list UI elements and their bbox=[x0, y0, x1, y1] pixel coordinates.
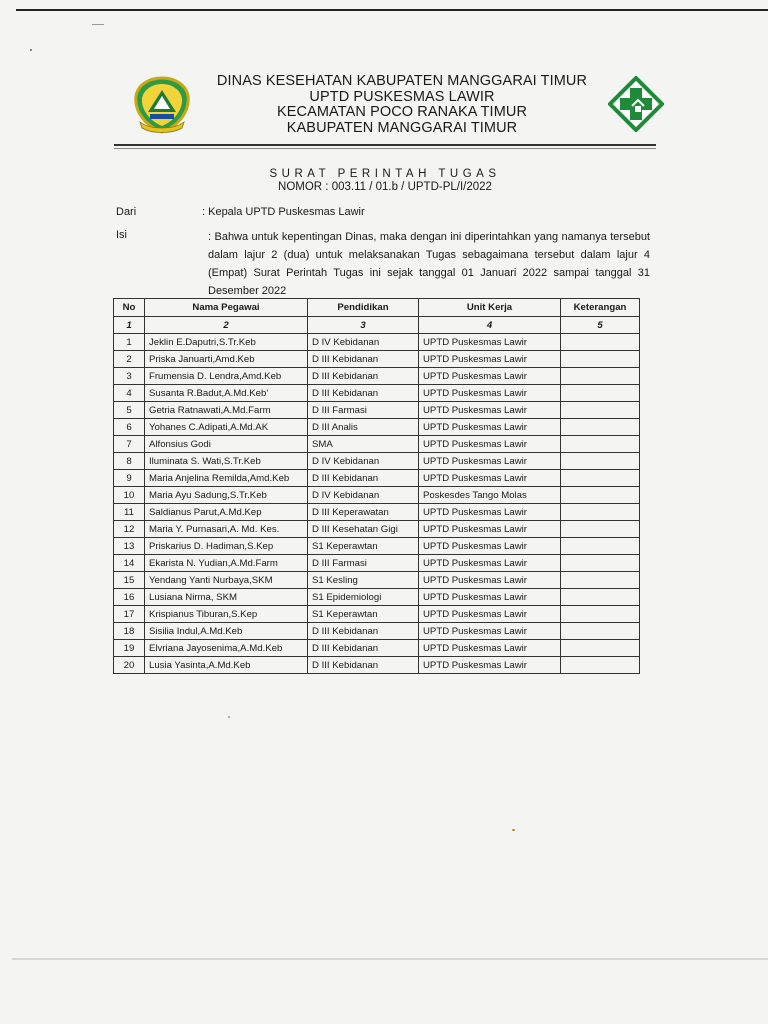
cell-pendidikan: D III Kebidanan bbox=[308, 657, 419, 674]
cell-unit-kerja: Poskesdes Tango Molas bbox=[419, 487, 561, 504]
cell-keterangan bbox=[561, 623, 640, 640]
cell-unit-kerja: UPTD Puskesmas Lawir bbox=[419, 334, 561, 351]
cell-no: 4 bbox=[114, 385, 145, 402]
cell-no: 20 bbox=[114, 657, 145, 674]
cell-no: 7 bbox=[114, 436, 145, 453]
cell-unit-kerja: UPTD Puskesmas Lawir bbox=[419, 436, 561, 453]
cell-pendidikan: S1 Epidemiologi bbox=[308, 589, 419, 606]
cell-nama-pegawai: Ekarista N. Yudian,A.Md.Farm bbox=[145, 555, 308, 572]
table-row bbox=[114, 453, 640, 470]
table-row bbox=[114, 470, 640, 487]
table-row bbox=[114, 504, 640, 521]
cell-keterangan bbox=[561, 436, 640, 453]
scan-speck bbox=[512, 829, 515, 831]
cell-nama-pegawai: Maria Anjelina Remilda,Amd.Keb bbox=[145, 470, 308, 487]
cell-pendidikan: D III Kebidanan bbox=[308, 470, 419, 487]
cell-unit-kerja: UPTD Puskesmas Lawir bbox=[419, 606, 561, 623]
letterhead bbox=[112, 70, 662, 140]
letterhead-line-dinas: DINAS KESEHATAN KABUPATEN MANGGARAI TIMUR bbox=[216, 73, 588, 89]
cell-no: 11 bbox=[114, 504, 145, 521]
header-keterangan: Keterangan bbox=[561, 299, 640, 317]
dari-value: : Kepala UPTD Puskesmas Lawir bbox=[202, 206, 365, 218]
cell-unit-kerja: UPTD Puskesmas Lawir bbox=[419, 623, 561, 640]
cell-unit-kerja: UPTD Puskesmas Lawir bbox=[419, 504, 561, 521]
table-row bbox=[114, 572, 640, 589]
regency-coat-of-arms-icon bbox=[132, 76, 192, 134]
table-header-row bbox=[114, 299, 640, 317]
dari-label: Dari bbox=[116, 206, 137, 218]
cell-no: 12 bbox=[114, 521, 145, 538]
cell-unit-kerja: UPTD Puskesmas Lawir bbox=[419, 555, 561, 572]
cell-no: 17 bbox=[114, 606, 145, 623]
cell-keterangan bbox=[561, 334, 640, 351]
cell-nama-pegawai: Maria Ayu Sadung,S.Tr.Keb bbox=[145, 487, 308, 504]
cell-no: 14 bbox=[114, 555, 145, 572]
column-number: 2 bbox=[145, 317, 308, 334]
cell-unit-kerja: UPTD Puskesmas Lawir bbox=[419, 402, 561, 419]
table-row bbox=[114, 538, 640, 555]
cell-keterangan bbox=[561, 453, 640, 470]
cell-keterangan bbox=[561, 555, 640, 572]
header-no: No bbox=[114, 299, 145, 317]
cell-keterangan bbox=[561, 657, 640, 674]
cell-no: 10 bbox=[114, 487, 145, 504]
document-number: NOMOR : 003.11 / 01.b / UPTD-PL/I/2022 bbox=[278, 181, 492, 193]
cell-nama-pegawai: Lusia Yasinta,A.Md.Keb bbox=[145, 657, 308, 674]
column-number: 5 bbox=[561, 317, 640, 334]
cell-keterangan bbox=[561, 368, 640, 385]
cell-nama-pegawai: Sisilia Indul,A.Md.Keb bbox=[145, 623, 308, 640]
cell-pendidikan: D IV Kebidanan bbox=[308, 487, 419, 504]
cell-keterangan bbox=[561, 606, 640, 623]
cell-unit-kerja: UPTD Puskesmas Lawir bbox=[419, 521, 561, 538]
cell-unit-kerja: UPTD Puskesmas Lawir bbox=[419, 538, 561, 555]
cell-keterangan bbox=[561, 538, 640, 555]
table-row bbox=[114, 657, 640, 674]
cell-no: 16 bbox=[114, 589, 145, 606]
cell-no: 6 bbox=[114, 419, 145, 436]
cell-no: 8 bbox=[114, 453, 145, 470]
cell-no: 1 bbox=[114, 334, 145, 351]
isi-text: : Bahwa untuk kepentingan Dinas, maka dengan ini diperintahkan yang namanya tersebut dalam lajur 2 (dua) untuk melaksanakan Tugas sebagaimana tersebut dalam lajur 4 (Empat) Surat Perintah Tugas ini sejak tanggal 01 Januari 2022 sampai tanggal 31 Desember 2022 bbox=[208, 231, 650, 297]
scan-speck bbox=[228, 716, 230, 718]
cell-nama-pegawai: Susanta R.Badut,A.Md.Keb' bbox=[145, 385, 308, 402]
cell-unit-kerja: UPTD Puskesmas Lawir bbox=[419, 589, 561, 606]
cell-no: 13 bbox=[114, 538, 145, 555]
cell-pendidikan: S1 Kesling bbox=[308, 572, 419, 589]
cell-nama-pegawai: Yendang Yanti Nurbaya,SKM bbox=[145, 572, 308, 589]
cell-no: 5 bbox=[114, 402, 145, 419]
table-row bbox=[114, 436, 640, 453]
document-title-block bbox=[112, 168, 658, 194]
employee-table bbox=[113, 298, 640, 674]
letterhead-line-puskesmas: UPTD PUSKESMAS LAWIR bbox=[309, 88, 495, 105]
scan-edge-line bbox=[16, 9, 768, 11]
cell-keterangan bbox=[561, 487, 640, 504]
cell-pendidikan: D III Kebidanan bbox=[308, 623, 419, 640]
table-row bbox=[114, 419, 640, 436]
table-row bbox=[114, 368, 640, 385]
table-row bbox=[114, 385, 640, 402]
cell-pendidikan: D III Keperawatan bbox=[308, 504, 419, 521]
cell-pendidikan: D IV Kebidanan bbox=[308, 334, 419, 351]
header-pendidikan: Pendidikan bbox=[308, 299, 419, 317]
cell-unit-kerja: UPTD Puskesmas Lawir bbox=[419, 572, 561, 589]
cell-no: 15 bbox=[114, 572, 145, 589]
column-number: 1 bbox=[114, 317, 145, 334]
cell-nama-pegawai: Lusiana Nirma, SKM bbox=[145, 589, 308, 606]
cell-unit-kerja: UPTD Puskesmas Lawir bbox=[419, 368, 561, 385]
scan-speck bbox=[92, 24, 104, 25]
letterhead-line-kecamatan: KECAMATAN POCO RANAKA TIMUR bbox=[276, 104, 528, 120]
cell-no: 19 bbox=[114, 640, 145, 657]
cell-nama-pegawai: Priska Januarti,Amd.Keb bbox=[145, 351, 308, 368]
cell-unit-kerja: UPTD Puskesmas Lawir bbox=[419, 470, 561, 487]
cell-pendidikan: D III Kebidanan bbox=[308, 385, 419, 402]
cell-nama-pegawai: Jeklin E.Daputri,S.Tr.Keb bbox=[145, 334, 308, 351]
letterhead-text bbox=[192, 74, 612, 136]
table-row bbox=[114, 623, 640, 640]
cell-no: 2 bbox=[114, 351, 145, 368]
cell-no: 18 bbox=[114, 623, 145, 640]
cell-unit-kerja: UPTD Puskesmas Lawir bbox=[419, 453, 561, 470]
column-number: 4 bbox=[419, 317, 561, 334]
cell-pendidikan: D III Kebidanan bbox=[308, 368, 419, 385]
header-nama-pegawai: Nama Pegawai bbox=[145, 299, 308, 317]
table-row bbox=[114, 521, 640, 538]
scan-speck bbox=[30, 49, 32, 51]
scan-bottom-edge bbox=[12, 958, 768, 960]
table-row bbox=[114, 334, 640, 351]
cell-keterangan bbox=[561, 640, 640, 657]
cell-pendidikan: D III Kesehatan Gigi bbox=[308, 521, 419, 538]
table-row bbox=[114, 640, 640, 657]
table-row bbox=[114, 351, 640, 368]
column-number-row bbox=[114, 317, 640, 334]
table-row bbox=[114, 402, 640, 419]
cell-keterangan bbox=[561, 589, 640, 606]
cell-nama-pegawai: Yohanes C.Adipati,A.Md.AK bbox=[145, 419, 308, 436]
cell-unit-kerja: UPTD Puskesmas Lawir bbox=[419, 385, 561, 402]
cell-nama-pegawai: Saldianus Parut,A.Md.Kep bbox=[145, 504, 308, 521]
document-title: SURAT PERINTAH TUGAS bbox=[269, 168, 501, 180]
cell-nama-pegawai: Iluminata S. Wati,S.Tr.Keb bbox=[145, 453, 308, 470]
table-row bbox=[114, 555, 640, 572]
cell-unit-kerja: UPTD Puskesmas Lawir bbox=[419, 351, 561, 368]
cell-pendidikan: D IV Kebidanan bbox=[308, 453, 419, 470]
cell-pendidikan: D III Farmasi bbox=[308, 402, 419, 419]
cell-keterangan bbox=[561, 402, 640, 419]
cell-pendidikan: D III Analis bbox=[308, 419, 419, 436]
table-row bbox=[114, 487, 640, 504]
column-number: 3 bbox=[308, 317, 419, 334]
cell-nama-pegawai: Getria Ratnawati,A.Md.Farm bbox=[145, 402, 308, 419]
cell-pendidikan: S1 Keperawtan bbox=[308, 606, 419, 623]
cell-keterangan bbox=[561, 572, 640, 589]
cell-pendidikan: D III Kebidanan bbox=[308, 351, 419, 368]
cell-unit-kerja: UPTD Puskesmas Lawir bbox=[419, 657, 561, 674]
cell-nama-pegawai: Krispianus Tiburan,S.Kep bbox=[145, 606, 308, 623]
cell-pendidikan: D III Farmasi bbox=[308, 555, 419, 572]
cell-unit-kerja: UPTD Puskesmas Lawir bbox=[419, 419, 561, 436]
puskesmas-cross-icon bbox=[608, 76, 664, 132]
cell-nama-pegawai: Alfonsius Godi bbox=[145, 436, 308, 453]
cell-nama-pegawai: Maria Y. Purnasari,A. Md. Kes. bbox=[145, 521, 308, 538]
header-unit-kerja: Unit Kerja bbox=[419, 299, 561, 317]
cell-keterangan bbox=[561, 504, 640, 521]
letterhead-divider bbox=[114, 144, 656, 146]
letterhead-line-kabupaten: KABUPATEN MANGGARAI TIMUR bbox=[286, 119, 518, 136]
cell-nama-pegawai: Priskarius D. Hadiman,S.Kep bbox=[145, 538, 308, 555]
letterhead-divider-thin bbox=[114, 148, 656, 149]
cell-nama-pegawai: Elvriana Jayosenima,A.Md.Keb bbox=[145, 640, 308, 657]
cell-keterangan bbox=[561, 419, 640, 436]
cell-no: 9 bbox=[114, 470, 145, 487]
cell-keterangan bbox=[561, 385, 640, 402]
cell-no: 3 bbox=[114, 368, 145, 385]
cell-keterangan bbox=[561, 351, 640, 368]
cell-keterangan bbox=[561, 470, 640, 487]
cell-nama-pegawai: Frumensia D. Lendra,Amd.Keb bbox=[145, 368, 308, 385]
cell-unit-kerja: UPTD Puskesmas Lawir bbox=[419, 640, 561, 657]
cell-keterangan bbox=[561, 521, 640, 538]
isi-label: Isi bbox=[116, 229, 127, 241]
cell-pendidikan: SMA bbox=[308, 436, 419, 453]
cell-pendidikan: S1 Keperawtan bbox=[308, 538, 419, 555]
cell-pendidikan: D III Kebidanan bbox=[308, 640, 419, 657]
table-row bbox=[114, 606, 640, 623]
table-row bbox=[114, 589, 640, 606]
